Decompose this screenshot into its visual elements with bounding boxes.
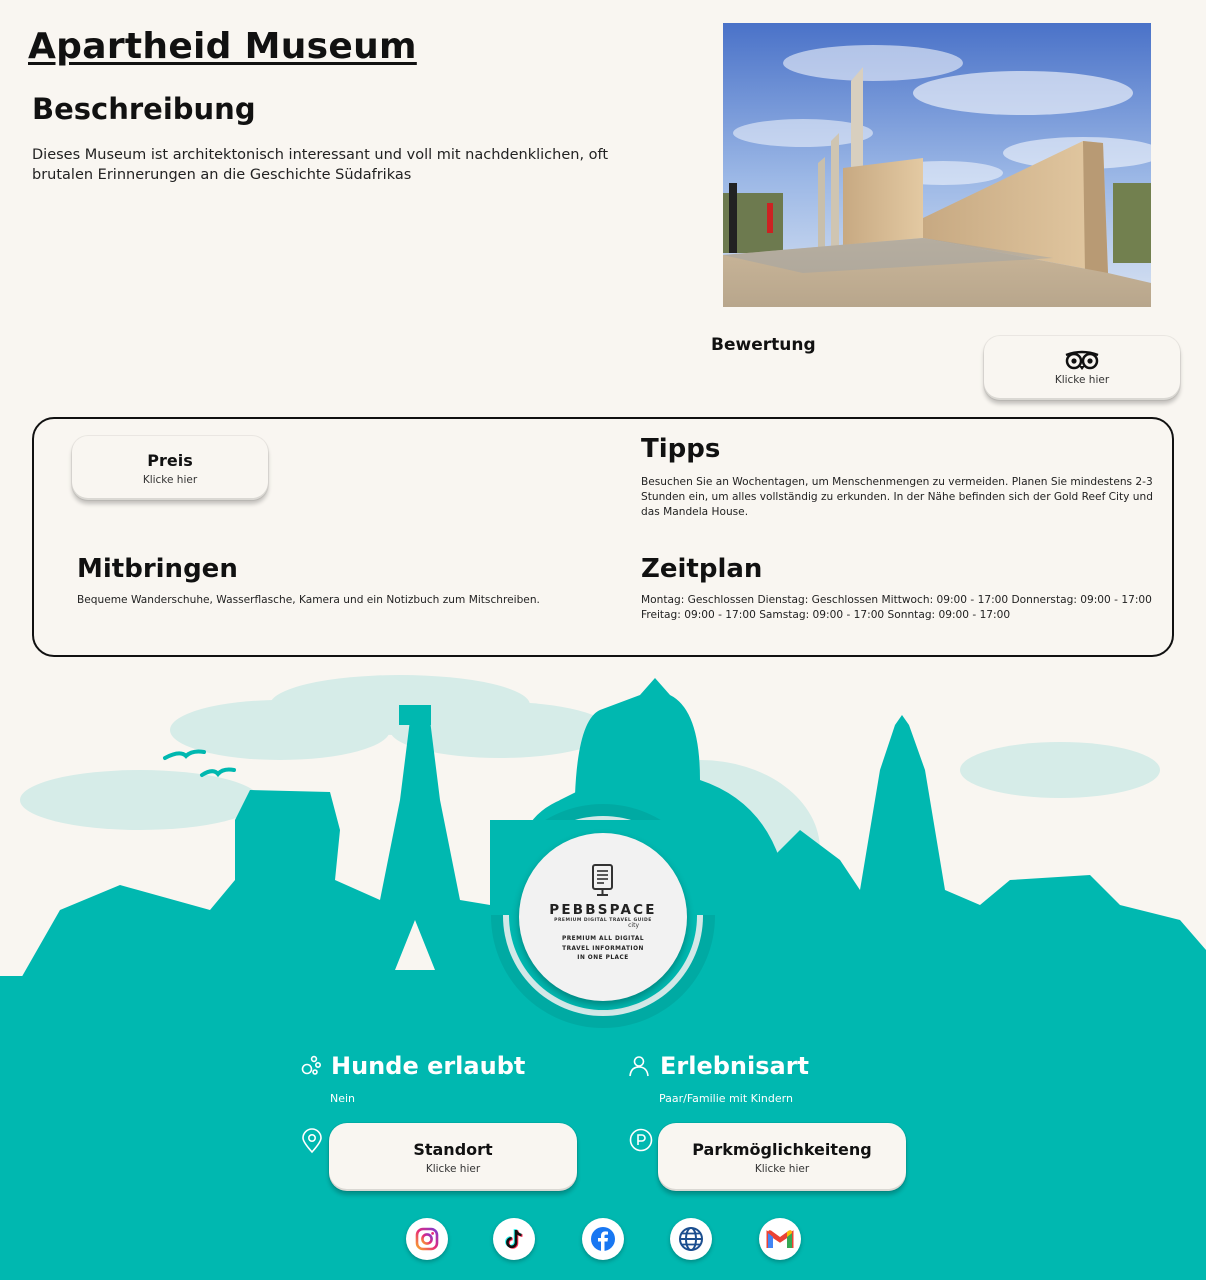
experience-heading xyxy=(628,1052,809,1080)
logo-name: PEBBSPACE xyxy=(549,902,657,918)
logo-slogan-line: IN ONE PLACE xyxy=(577,955,629,961)
pebbspace-logo xyxy=(519,833,687,1001)
location-button-label: Klicke hier xyxy=(425,1162,481,1175)
parking-button-title: Parkmöglichkeiteng xyxy=(692,1139,872,1159)
description-heading: Beschreibung xyxy=(32,92,256,126)
globe-icon xyxy=(678,1226,704,1252)
tripadvisor-icon xyxy=(1063,350,1101,370)
experience-label: Erlebnisart xyxy=(660,1052,810,1080)
logo-city: city xyxy=(628,922,639,929)
schedule-text: Montag: Geschlossen Dienstag: Geschlossen Mittwoch: 09:00 - 17:00 Donnerstag: 09:00 - 17:00 Freitag: 09:00 - 17:00 Samstag: 09:00 - 17:00 Sonntag: 09:00 - 17:00 xyxy=(641,594,1152,621)
instagram-icon xyxy=(415,1227,439,1251)
document-icon xyxy=(590,863,616,897)
museum-photo xyxy=(723,23,1151,307)
dogs-allowed-value: Nein xyxy=(330,1092,356,1105)
bring-heading: Mitbringen xyxy=(77,554,238,584)
rating-label: Bewertung xyxy=(711,335,816,355)
paw-icon xyxy=(299,1055,321,1077)
description-text: Dieses Museum ist architektonisch interessant und voll mit nachdenklichen, oft brutalen Erinnerungen an die Geschichte Südafrikas xyxy=(32,147,609,183)
tips-heading: Tipps xyxy=(641,434,721,464)
logo-tagline: PREMIUM DIGITAL TRAVEL GUIDE xyxy=(554,918,652,923)
tiktok-icon xyxy=(502,1227,526,1251)
location-pin-icon xyxy=(301,1128,323,1154)
parking-icon xyxy=(629,1128,653,1152)
logo-slogan-line: TRAVEL INFORMATION xyxy=(562,945,644,952)
tips-text: Besuchen Sie an Wochentagen, um Menschenmengen zu vermeiden. Planen Sie mindestens 2-3 Stunden ein, um alles vollständig zu erkunden. In der Nähe befinden sich der Gold Reef City und das Mandela House. xyxy=(641,476,1153,518)
facebook-icon xyxy=(590,1226,616,1252)
location-button-title: Standort xyxy=(413,1139,493,1159)
experience-value: Paar/Familie mit Kindern xyxy=(659,1092,793,1105)
logo-slogan xyxy=(562,935,644,964)
page-title: Apartheid Museum xyxy=(28,26,417,67)
rating-button-label: Klicke hier xyxy=(1054,374,1110,386)
facebook-button[interactable] xyxy=(582,1218,624,1260)
dogs-allowed-heading xyxy=(299,1052,525,1080)
gmail-icon xyxy=(766,1228,794,1250)
schedule-heading: Zeitplan xyxy=(641,554,763,584)
website-button[interactable] xyxy=(670,1218,712,1260)
instagram-button[interactable] xyxy=(406,1218,448,1260)
tiktok-button[interactable] xyxy=(493,1218,535,1260)
gmail-button[interactable] xyxy=(759,1218,801,1260)
bring-text: Bequeme Wanderschuhe, Wasserflasche, Kamera und ein Notizbuch zum Mitschreiben. xyxy=(77,594,540,606)
person-icon xyxy=(628,1055,650,1077)
price-button[interactable] xyxy=(72,436,268,500)
logo-slogan-line: PREMIUM ALL DIGITAL xyxy=(561,936,645,942)
price-button-title: Preis xyxy=(147,450,193,470)
location-button[interactable] xyxy=(329,1123,577,1191)
parking-button-label: Klicke hier xyxy=(754,1162,810,1175)
dogs-allowed-label: Hunde erlaubt xyxy=(331,1052,526,1080)
price-button-label: Klicke hier xyxy=(142,473,198,486)
parking-button[interactable] xyxy=(658,1123,906,1191)
rating-button[interactable] xyxy=(984,336,1180,400)
